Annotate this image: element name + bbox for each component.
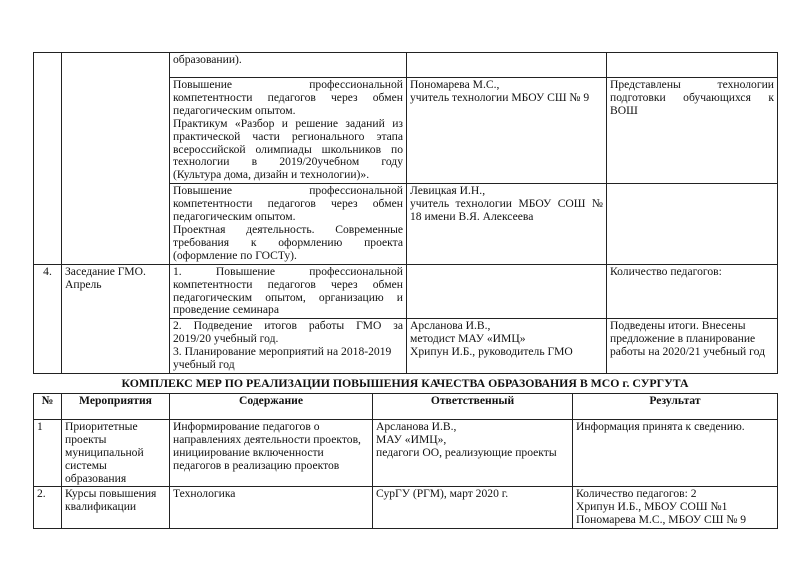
cell-text: Количество педагогов: 2 [576,487,697,501]
event-cell [62,419,170,487]
cell-text: учитель технологии МБОУ СШ № 9 [410,90,590,104]
cell-text: Курсы повышения [65,487,157,501]
cell-text: компетентности педагогов через обмен [173,90,403,104]
cell-text: 1 [37,419,43,433]
cell-text: ВОШ [610,103,638,117]
table-row [34,487,778,529]
cell-text: Апрель [65,277,102,291]
cell-text: инициирование включенности [173,445,324,459]
cell-text: требования к оформлению проекта [173,235,403,249]
cell-text: Повышение профессиональной [173,78,403,91]
cell-text: всероссийской олимпиады школьников по [173,142,403,156]
content-cell [170,53,407,78]
result-cell [607,319,778,374]
header-result: Результат [573,393,778,419]
cell-text: педагогическим опытом. [173,210,296,224]
content-cell [170,264,407,319]
responsible-cell [407,78,607,184]
event-cell [62,264,170,373]
cell-text: Технологика [173,487,236,501]
cell-text: Левицкая И.Н., [410,184,486,198]
responsible-cell [407,319,607,374]
cell-text: Пономарева М.С., МБОУ СШ № 9 [576,513,747,527]
cell-text: практической части регионального этапа [173,129,403,143]
cell-text: системы [65,458,107,472]
cell-text: (оформление по ГОСТу). [173,248,297,262]
cell-text: СурГУ (РГМ), март 2020 г. [376,487,509,501]
cell-text: 4. [43,264,52,278]
cell-text: Практикум «Разбор и решение заданий из [173,116,403,130]
responsible-cell [373,419,573,487]
num-cell [34,53,62,265]
result-cell [573,419,778,487]
cell-text: образовании). [173,53,242,66]
header-event: Мероприятия [62,393,170,419]
content-cell [170,419,373,487]
cell-text: компетентности педагогов через обмен [173,277,403,291]
responsible-cell [373,487,573,529]
cell-text: 2. Подведение итогов работы ГМО за [173,319,403,333]
result-cell [573,487,778,529]
cell-text: Арсланова И.В., [410,319,491,333]
cell-text: технологии в 2019/20учебном году [173,155,403,169]
table-row [34,264,778,319]
cell-text: 18 имени В.Я. Алексеева [410,210,534,224]
cell-text: подготовки обучающихся к [610,90,774,104]
cell-text: предложение в планирование [610,332,756,346]
cell-text: направлениях деятельности проектов, [173,432,361,446]
cell-text: Приоритетные [65,419,138,433]
result-cell [607,264,778,319]
cell-text: Информирование педагогов о [173,419,320,433]
cell-text: педагогов в реализацию проектов [173,458,340,472]
cell-text: 1. Повышение профессиональной [173,264,403,278]
cell-text: муниципальной [65,445,144,459]
event-cell [62,487,170,529]
result-cell [607,184,778,264]
content-cell [170,78,407,184]
table-row [34,53,778,78]
measures-table [33,393,778,529]
event-cell [62,53,170,265]
cell-text: квалификации [65,500,137,514]
cell-text: педагоги ОО, реализующие проекты [376,445,557,459]
content-cell [170,487,373,529]
num-cell [34,419,62,487]
header-content: Содержание [170,393,373,419]
cell-text: 2019/20 учебный год. [173,332,279,346]
cell-text: Повышение профессиональной [173,184,403,198]
num-cell [34,487,62,529]
cell-text: методист МАУ «ИМЦ» [410,332,526,346]
cell-text: Заседание ГМО. [65,264,146,278]
cell-text: (Культура дома, дизайн и технологии)». [173,168,370,182]
cell-text: 3. Планирование мероприятий на 2018-2019 [173,345,392,359]
result-cell [607,53,778,78]
cell-text: учебный год [173,358,235,372]
header-row [34,393,778,419]
cell-text: проекты [65,432,107,446]
cell-text: Хрипун И.Б., руководитель ГМО [410,345,573,359]
cell-text: Проектная деятельность. Современные [173,222,403,236]
responsible-cell [407,184,607,264]
cell-text: компетентности педагогов через обмен [173,197,403,211]
cell-text: педагогическим опытом, организацию и [173,290,403,304]
header-responsible: Ответственный [373,393,573,419]
cell-text: Арсланова И.В., [376,419,457,433]
cell-text: проведение семинара [173,303,279,317]
cell-text: Количество педагогов: [610,264,722,278]
result-cell [607,78,778,184]
cell-text: Пономарева М.С., [410,78,500,91]
content-cell [170,319,407,374]
cell-text: Информация принята к сведению. [576,419,745,433]
cell-text: учитель технологии МБОУ СОШ № [410,197,603,211]
responsible-cell [407,53,607,78]
cell-text: Хрипун И.Б., МБОУ СОШ №1 [576,500,728,514]
num-cell [34,264,62,373]
cell-text: образования [65,471,127,485]
cell-text: 2. [37,487,46,501]
section-title: КОМПЛЕКС МЕР ПО РЕАЛИЗАЦИИ ПОВЫШЕНИЯ КАЧЕСТВА ОБРАЗОВАНИЯ В МСО г. СУРГУТА [121,375,689,390]
cell-text: работы на 2020/21 учебный год [610,345,765,359]
cell-text: МАУ «ИМЦ», [376,432,447,446]
responsible-cell [407,264,607,319]
cell-text: Представлены технологии [610,78,774,91]
table-row [34,419,778,487]
plan-table [33,52,778,374]
cell-text: педагогическим опытом. [173,103,296,117]
content-cell [170,184,407,264]
cell-text: Подведены итоги. Внесены [610,319,746,333]
header-num: № [34,393,62,419]
